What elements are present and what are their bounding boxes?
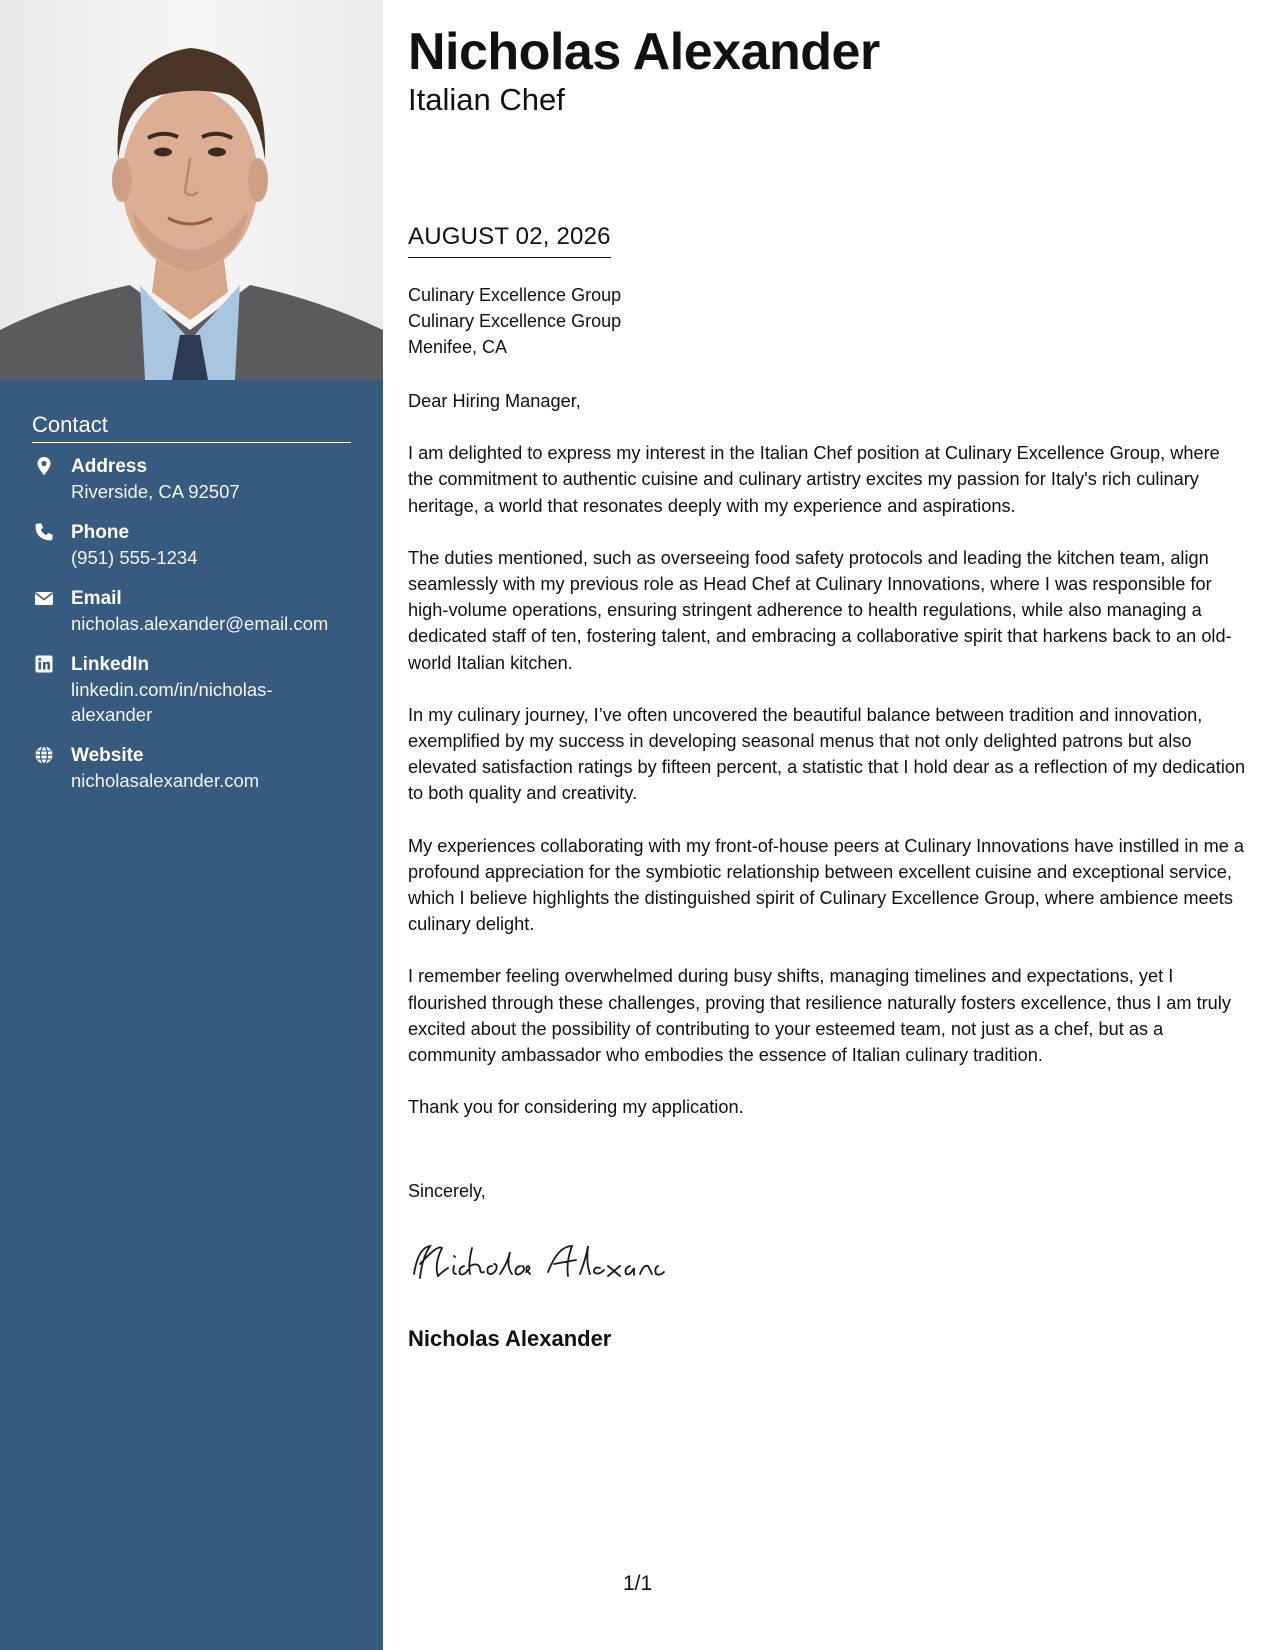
recipient-block <box>408 282 621 360</box>
contact-section <box>32 412 351 810</box>
letter-date: AUGUST 02, 2026 <box>408 223 611 258</box>
contact-heading: Contact <box>32 412 351 443</box>
globe-icon <box>34 745 54 765</box>
address-value: Riverside, CA 92507 <box>71 481 240 502</box>
sidebar <box>0 0 383 1650</box>
recipient-line: Menifee, CA <box>408 337 508 357</box>
profile-photo <box>0 0 383 380</box>
email-label: Email <box>71 588 122 609</box>
recipient-line: Culinary Excellence Group <box>408 311 622 331</box>
envelope-icon <box>34 588 54 608</box>
applicant-title: Italian Chef <box>408 82 565 117</box>
website-label: Website <box>71 745 144 766</box>
contact-phone <box>32 521 351 570</box>
salutation: Dear Hiring Manager, <box>408 391 581 411</box>
body-paragraph: My experiences collaborating with my front-of-house peers at Culinary Innovations have instilled in me a profound appreciation for the symbiotic relationship between excellent cuisine and exceptional service, which I believe highlights the distinguished spirit of Culinary Excellence Group, where ambience meets culinary delight. <box>408 835 1245 935</box>
contact-linkedin <box>32 653 351 727</box>
body-paragraph: Thank you for considering my application. <box>408 1097 744 1118</box>
phone-icon <box>34 522 54 542</box>
body-paragraph: I am delighted to express my interest in the Italian Chef position at Culinary Excellence Group, where the commitment to authentic cuisine and culinary artistry excites my passion for Italy's rich culinary heritage, a world that resonates deeply with my experience and aspirations. <box>408 443 1220 516</box>
closing: Sincerely, <box>408 1181 486 1201</box>
address-label: Address <box>71 456 148 477</box>
page-number: 1/1 <box>623 1572 653 1595</box>
linkedin-value[interactable]: linkedin.com/in/nicholas-alexander <box>71 679 273 725</box>
recipient-line: Culinary Excellence Group <box>408 285 622 305</box>
body-paragraph: The duties mentioned, such as overseeing food safety protocols and leading the kitchen team, align seamlessly with my previous role as Head Chef at Culinary Innovations, where I was responsible for high-volume operations, ensuring stringent adherence to health regulations, while also managing a dedicated staff of ten, fostering talent, and embracing a collaborative spirit that harkens back to an old-world Italian kitchen. <box>408 547 1232 673</box>
linkedin-label: LinkedIn <box>71 654 150 675</box>
body-paragraph: In my culinary journey, I’ve often uncovered the beautiful balance between tradition and innovation, exemplified by my success in developing seasonal menus that not only delighted patrons but also elevated satisfaction ratings by fifteen percent, a statistic that I hold dear as a reflection of my dedication to both quality and creativity. <box>408 704 1246 804</box>
handwritten-signature <box>408 1238 668 1286</box>
website-value[interactable]: nicholasalexander.com <box>71 770 260 791</box>
body-paragraph: I remember feeling overwhelmed during busy shifts, managing timelines and expectations, yet I flourished through these challenges, proving that resilience naturally fosters excellence, thus I am truly excited about the possibility of contributing to your esteemed team, not just as a chef, but as a community ambassador who embodies the essence of Italian culinary tradition. <box>408 966 1231 1066</box>
contact-email <box>32 587 351 636</box>
linkedin-icon <box>34 654 54 674</box>
phone-label: Phone <box>71 522 130 543</box>
signer-name: Nicholas Alexander <box>408 1326 612 1351</box>
contact-website <box>32 744 351 793</box>
phone-value: (951) 555-1234 <box>71 547 198 568</box>
applicant-name: Nicholas Alexander <box>408 23 880 81</box>
letter-body <box>408 388 1248 1146</box>
email-value[interactable]: nicholas.alexander@email.com <box>71 613 329 634</box>
map-pin-icon <box>34 456 54 476</box>
contact-address <box>32 455 351 504</box>
